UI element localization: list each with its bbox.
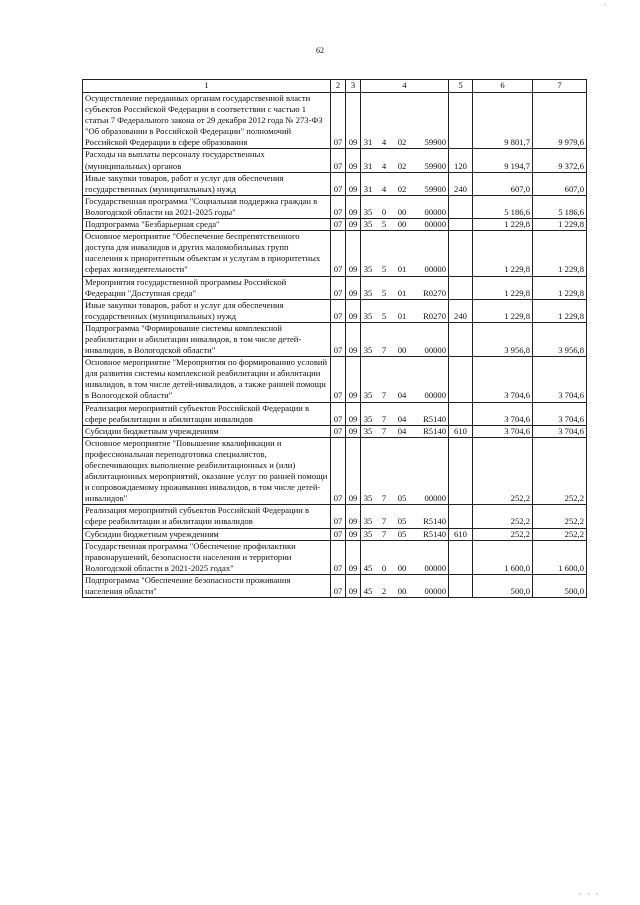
section-code: 07 [331, 93, 346, 149]
amount-2022: 3 956,8 [473, 322, 533, 356]
section-code: 07 [331, 574, 346, 597]
subsection-code: 09 [346, 195, 361, 218]
target-article-part: 04 [397, 413, 407, 424]
amount-2023: 1 229,8 [533, 219, 587, 231]
section-code: 07 [331, 402, 346, 425]
target-article-part: 35 [363, 390, 373, 401]
target-article-part: 7 [381, 390, 387, 401]
target-article-part: R0270 [423, 287, 446, 298]
target-article-part: 00000 [424, 345, 446, 356]
amount-2023: 500,0 [533, 574, 587, 597]
table-row [83, 357, 587, 402]
table-row [83, 172, 587, 195]
section-code: 07 [331, 540, 346, 574]
amount-2023: 3 704,6 [533, 357, 587, 402]
section-code: 07 [331, 437, 346, 505]
target-article-part: 35 [363, 493, 373, 504]
expense-type-code: 610 [449, 528, 473, 540]
target-article-part: 01 [397, 264, 407, 275]
target-article-code [361, 402, 449, 425]
amount-2022: 1 229,8 [473, 219, 533, 231]
target-article-code [361, 322, 449, 356]
target-article-parts [363, 390, 446, 401]
target-article-part: 04 [397, 425, 407, 436]
target-article-part: 59900 [424, 160, 446, 171]
amount-2023: 1 229,8 [533, 231, 587, 276]
row-name: Государственная программа "Обеспечение профилактики правонарушений, безопасности населения и территории Вологодской области в 2021-2025 годах" [83, 540, 331, 574]
amount-2023: 1 229,8 [533, 299, 587, 322]
page-number: 62 [316, 46, 324, 55]
target-article-part: 05 [397, 528, 407, 539]
table-row [83, 93, 587, 149]
target-article-part: R5140 [423, 425, 446, 436]
expense-type-code [449, 195, 473, 218]
table-row [83, 528, 587, 540]
target-article-parts [363, 311, 446, 322]
table-row [83, 425, 587, 437]
target-article-code [361, 574, 449, 597]
expense-type-code: 610 [449, 425, 473, 437]
expense-type-code [449, 540, 473, 574]
row-name: Реализация мероприятий субъектов Российской Федерации в сфере реабилитации и абилитации инвалидов [83, 505, 331, 528]
target-article-parts [363, 264, 446, 275]
row-name: Основное мероприятие "Обеспечение беспрепятственного доступа для инвалидов и других маломобильных групп населения к приоритетным объектам и услугам в приоритетных сферах жизнедеятельности" [83, 231, 331, 276]
expense-type-code [449, 322, 473, 356]
subsection-code: 09 [346, 322, 361, 356]
expense-type-code: 240 [449, 172, 473, 195]
target-article-parts [363, 288, 446, 299]
target-article-part: 4 [381, 137, 387, 148]
target-article-parts [363, 586, 446, 597]
target-article-part: 7 [381, 413, 387, 424]
section-code: 07 [331, 357, 346, 402]
target-article-part: 35 [363, 413, 373, 424]
target-article-part: 00 [397, 219, 407, 230]
table-row [83, 505, 587, 528]
corner-mark-top: - [603, 0, 606, 8]
target-article-part: 05 [397, 516, 407, 527]
amount-2023: 1 229,8 [533, 276, 587, 299]
section-code: 07 [331, 528, 346, 540]
target-article-part: 35 [363, 287, 373, 298]
target-article-code [361, 425, 449, 437]
target-article-part: 2 [381, 586, 387, 597]
target-article-part: 35 [363, 516, 373, 527]
section-code: 07 [331, 425, 346, 437]
row-name: Субсидии бюджетным учреждениям [83, 425, 331, 437]
target-article-part: 4 [381, 183, 387, 194]
target-article-part: 00000 [424, 264, 446, 275]
amount-2022: 3 704,6 [473, 402, 533, 425]
subsection-code: 09 [346, 540, 361, 574]
subsection-code: 09 [346, 93, 361, 149]
amount-2022: 9 194,7 [473, 149, 533, 172]
target-article-part: 00000 [424, 586, 446, 597]
target-article-part: 35 [363, 345, 373, 356]
budget-table [82, 79, 587, 598]
amount-2022: 252,2 [473, 528, 533, 540]
target-article-part: 05 [397, 493, 407, 504]
section-code: 07 [331, 505, 346, 528]
target-article-part: 5 [381, 287, 387, 298]
subsection-code: 09 [346, 425, 361, 437]
row-name: Основное мероприятие "Мероприятия по формированию условий для развития системы комплексной реабилитации и абилитации инвалидов, в том числе детей-инвалидов, а также ранней помощи в Вологодской области" [83, 357, 331, 402]
section-code: 07 [331, 231, 346, 276]
target-article-part: 31 [363, 137, 373, 148]
table-header-row [83, 80, 587, 93]
target-article-part: 7 [381, 345, 387, 356]
header-cell: 1 [83, 80, 331, 93]
amount-2022: 1 229,8 [473, 231, 533, 276]
subsection-code: 09 [346, 219, 361, 231]
row-name: Мероприятия государственной программы Российской Федерации "Доступная среда" [83, 276, 331, 299]
amount-2022: 500,0 [473, 574, 533, 597]
target-article-part: 5 [381, 264, 387, 275]
row-name: Государственная программа "Социальная поддержка граждан в Вологодской области на 2021-2025 годы" [83, 195, 331, 218]
target-article-part: 45 [363, 562, 373, 573]
target-article-parts [363, 529, 446, 540]
target-article-part: 00000 [424, 219, 446, 230]
table-body [83, 93, 587, 598]
row-name: Иные закупки товаров, работ и услуг для обеспечения государственных (муниципальных) нужд [83, 299, 331, 322]
row-name: Основное мероприятие "Повышение квалификации и профессиональная переподготовка специалистов, обеспечивающих выполнение реабилитационных и (или) абилитационных мероприятий, оказание услуг по ранней помощи и сопровождаемому проживанию инвалидов, в том числе детей-инвалидов" [83, 437, 331, 505]
table-row [83, 149, 587, 172]
subsection-code: 09 [346, 574, 361, 597]
table-row [83, 540, 587, 574]
subsection-code: 09 [346, 276, 361, 299]
target-article-part: 00000 [424, 562, 446, 573]
amount-2022: 1 600,0 [473, 540, 533, 574]
subsection-code: 09 [346, 402, 361, 425]
section-code: 07 [331, 276, 346, 299]
target-article-code [361, 540, 449, 574]
target-article-code [361, 357, 449, 402]
target-article-part: 02 [397, 183, 407, 194]
expense-type-code [449, 276, 473, 299]
target-article-code [361, 299, 449, 322]
target-article-part: 5 [381, 310, 387, 321]
target-article-parts [363, 184, 446, 195]
target-article-part: 7 [381, 528, 387, 539]
table-row [83, 219, 587, 231]
amount-2022: 1 229,8 [473, 276, 533, 299]
row-name: Иные закупки товаров, работ и услуг для обеспечения государственных (муниципальных) нужд [83, 172, 331, 195]
target-article-part: 00000 [424, 493, 446, 504]
row-name: Подпрограмма "Безбарьерная среда" [83, 219, 331, 231]
subsection-code: 09 [346, 299, 361, 322]
subsection-code: 09 [346, 357, 361, 402]
target-article-part: 35 [363, 528, 373, 539]
target-article-part: 31 [363, 183, 373, 194]
expense-type-code [449, 437, 473, 505]
target-article-code [361, 276, 449, 299]
target-article-part: 00000 [424, 390, 446, 401]
section-code: 07 [331, 172, 346, 195]
target-article-part: 02 [397, 137, 407, 148]
header-cell: 7 [533, 80, 587, 93]
row-name: Субсидии бюджетным учреждениям [83, 528, 331, 540]
table-row [83, 231, 587, 276]
row-name: Расходы на выплаты персоналу государственных (муниципальных) органов [83, 149, 331, 172]
table-row [83, 322, 587, 356]
section-code: 07 [331, 219, 346, 231]
target-article-parts [363, 516, 446, 527]
expense-type-code [449, 574, 473, 597]
expense-type-code: 240 [449, 299, 473, 322]
target-article-part: 01 [397, 310, 407, 321]
target-article-part: 0 [381, 562, 387, 573]
expense-type-code [449, 357, 473, 402]
table-row [83, 402, 587, 425]
target-article-part: R0270 [423, 310, 446, 321]
amount-2023: 607,0 [533, 172, 587, 195]
subsection-code: 09 [346, 231, 361, 276]
table-row [83, 574, 587, 597]
amount-2023: 3 704,6 [533, 425, 587, 437]
target-article-part: 00000 [424, 206, 446, 217]
target-article-part: 5 [381, 219, 387, 230]
target-article-code [361, 219, 449, 231]
header-cell: 2 [331, 80, 346, 93]
amount-2023: 1 600,0 [533, 540, 587, 574]
header-cell: 3 [346, 80, 361, 93]
target-article-code [361, 437, 449, 505]
section-code: 07 [331, 195, 346, 218]
amount-2022: 3 704,6 [473, 357, 533, 402]
target-article-part: 7 [381, 516, 387, 527]
target-article-part: 59900 [424, 183, 446, 194]
target-article-code [361, 528, 449, 540]
section-code: 07 [331, 149, 346, 172]
target-article-part: 35 [363, 206, 373, 217]
target-article-part: 04 [397, 390, 407, 401]
header-cell: 4 [361, 80, 449, 93]
amount-2022: 252,2 [473, 505, 533, 528]
table-row [83, 195, 587, 218]
expense-type-code [449, 93, 473, 149]
target-article-parts [363, 207, 446, 218]
corner-mark-bottom: ▫ ▫ ▫ [579, 890, 600, 898]
subsection-code: 09 [346, 528, 361, 540]
target-article-parts [363, 493, 446, 504]
amount-2023: 9 372,6 [533, 149, 587, 172]
amount-2023: 252,2 [533, 528, 587, 540]
target-article-parts [363, 345, 446, 356]
amount-2022: 607,0 [473, 172, 533, 195]
header-cell: 5 [449, 80, 473, 93]
target-article-part: 01 [397, 287, 407, 298]
target-article-part: 35 [363, 425, 373, 436]
target-article-part: 7 [381, 425, 387, 436]
target-article-code [361, 231, 449, 276]
target-article-part: 00 [397, 206, 407, 217]
target-article-code [361, 93, 449, 149]
target-article-part: R5140 [423, 413, 446, 424]
target-article-parts [363, 426, 446, 437]
expense-type-code [449, 402, 473, 425]
target-article-part: 45 [363, 586, 373, 597]
target-article-code [361, 505, 449, 528]
target-article-parts [363, 563, 446, 574]
expense-type-code [449, 219, 473, 231]
target-article-parts [363, 161, 446, 172]
amount-2023: 3 704,6 [533, 402, 587, 425]
expense-type-code [449, 231, 473, 276]
target-article-part: R5140 [423, 528, 446, 539]
target-article-part: 35 [363, 264, 373, 275]
amount-2022: 252,2 [473, 437, 533, 505]
target-article-part: R5140 [423, 516, 446, 527]
target-article-code [361, 172, 449, 195]
amount-2023: 5 186,6 [533, 195, 587, 218]
amount-2022: 3 704,6 [473, 425, 533, 437]
subsection-code: 09 [346, 437, 361, 505]
target-article-part: 02 [397, 160, 407, 171]
row-name: Реализация мероприятий субъектов Российской Федерации в сфере реабилитации и абилитации инвалидов [83, 402, 331, 425]
target-article-part: 7 [381, 493, 387, 504]
target-article-part: 00 [397, 562, 407, 573]
row-name: Подпрограмма "Обеспечение безопасности проживания населения области" [83, 574, 331, 597]
amount-2023: 3 956,8 [533, 322, 587, 356]
row-name: Осуществление переданных органам государственной власти субъектов Российской Федерации в соответствии с частью 1 статьи 7 Федерального закона от 29 декабря 2012 года № 273-ФЗ "Об образовании в Российской Федерации" полномочий Российской Федерации в сфере образования [83, 93, 331, 149]
target-article-part: 59900 [424, 137, 446, 148]
amount-2022: 5 186,6 [473, 195, 533, 218]
target-article-part: 0 [381, 206, 387, 217]
header-cell: 6 [473, 80, 533, 93]
row-name: Подпрограмма "Формирование системы комплексной реабилитации и абилитации инвалидов, в том числе детей-инвалидов, в Вологодской области" [83, 322, 331, 356]
target-article-parts [363, 414, 446, 425]
target-article-part: 4 [381, 160, 387, 171]
expense-type-code [449, 505, 473, 528]
expense-type-code: 120 [449, 149, 473, 172]
amount-2023: 252,2 [533, 437, 587, 505]
target-article-code [361, 195, 449, 218]
target-article-parts [363, 137, 446, 148]
amount-2022: 1 229,8 [473, 299, 533, 322]
target-article-part: 31 [363, 160, 373, 171]
subsection-code: 09 [346, 172, 361, 195]
target-article-part: 00 [397, 345, 407, 356]
amount-2023: 252,2 [533, 505, 587, 528]
target-article-part: 00 [397, 586, 407, 597]
section-code: 07 [331, 322, 346, 356]
amount-2023: 9 979,6 [533, 93, 587, 149]
subsection-code: 09 [346, 149, 361, 172]
target-article-parts [363, 219, 446, 230]
table-row [83, 276, 587, 299]
section-code: 07 [331, 299, 346, 322]
amount-2022: 9 801,7 [473, 93, 533, 149]
subsection-code: 09 [346, 505, 361, 528]
table-row [83, 299, 587, 322]
target-article-part: 35 [363, 310, 373, 321]
target-article-part: 35 [363, 219, 373, 230]
target-article-code [361, 149, 449, 172]
table-row [83, 437, 587, 505]
